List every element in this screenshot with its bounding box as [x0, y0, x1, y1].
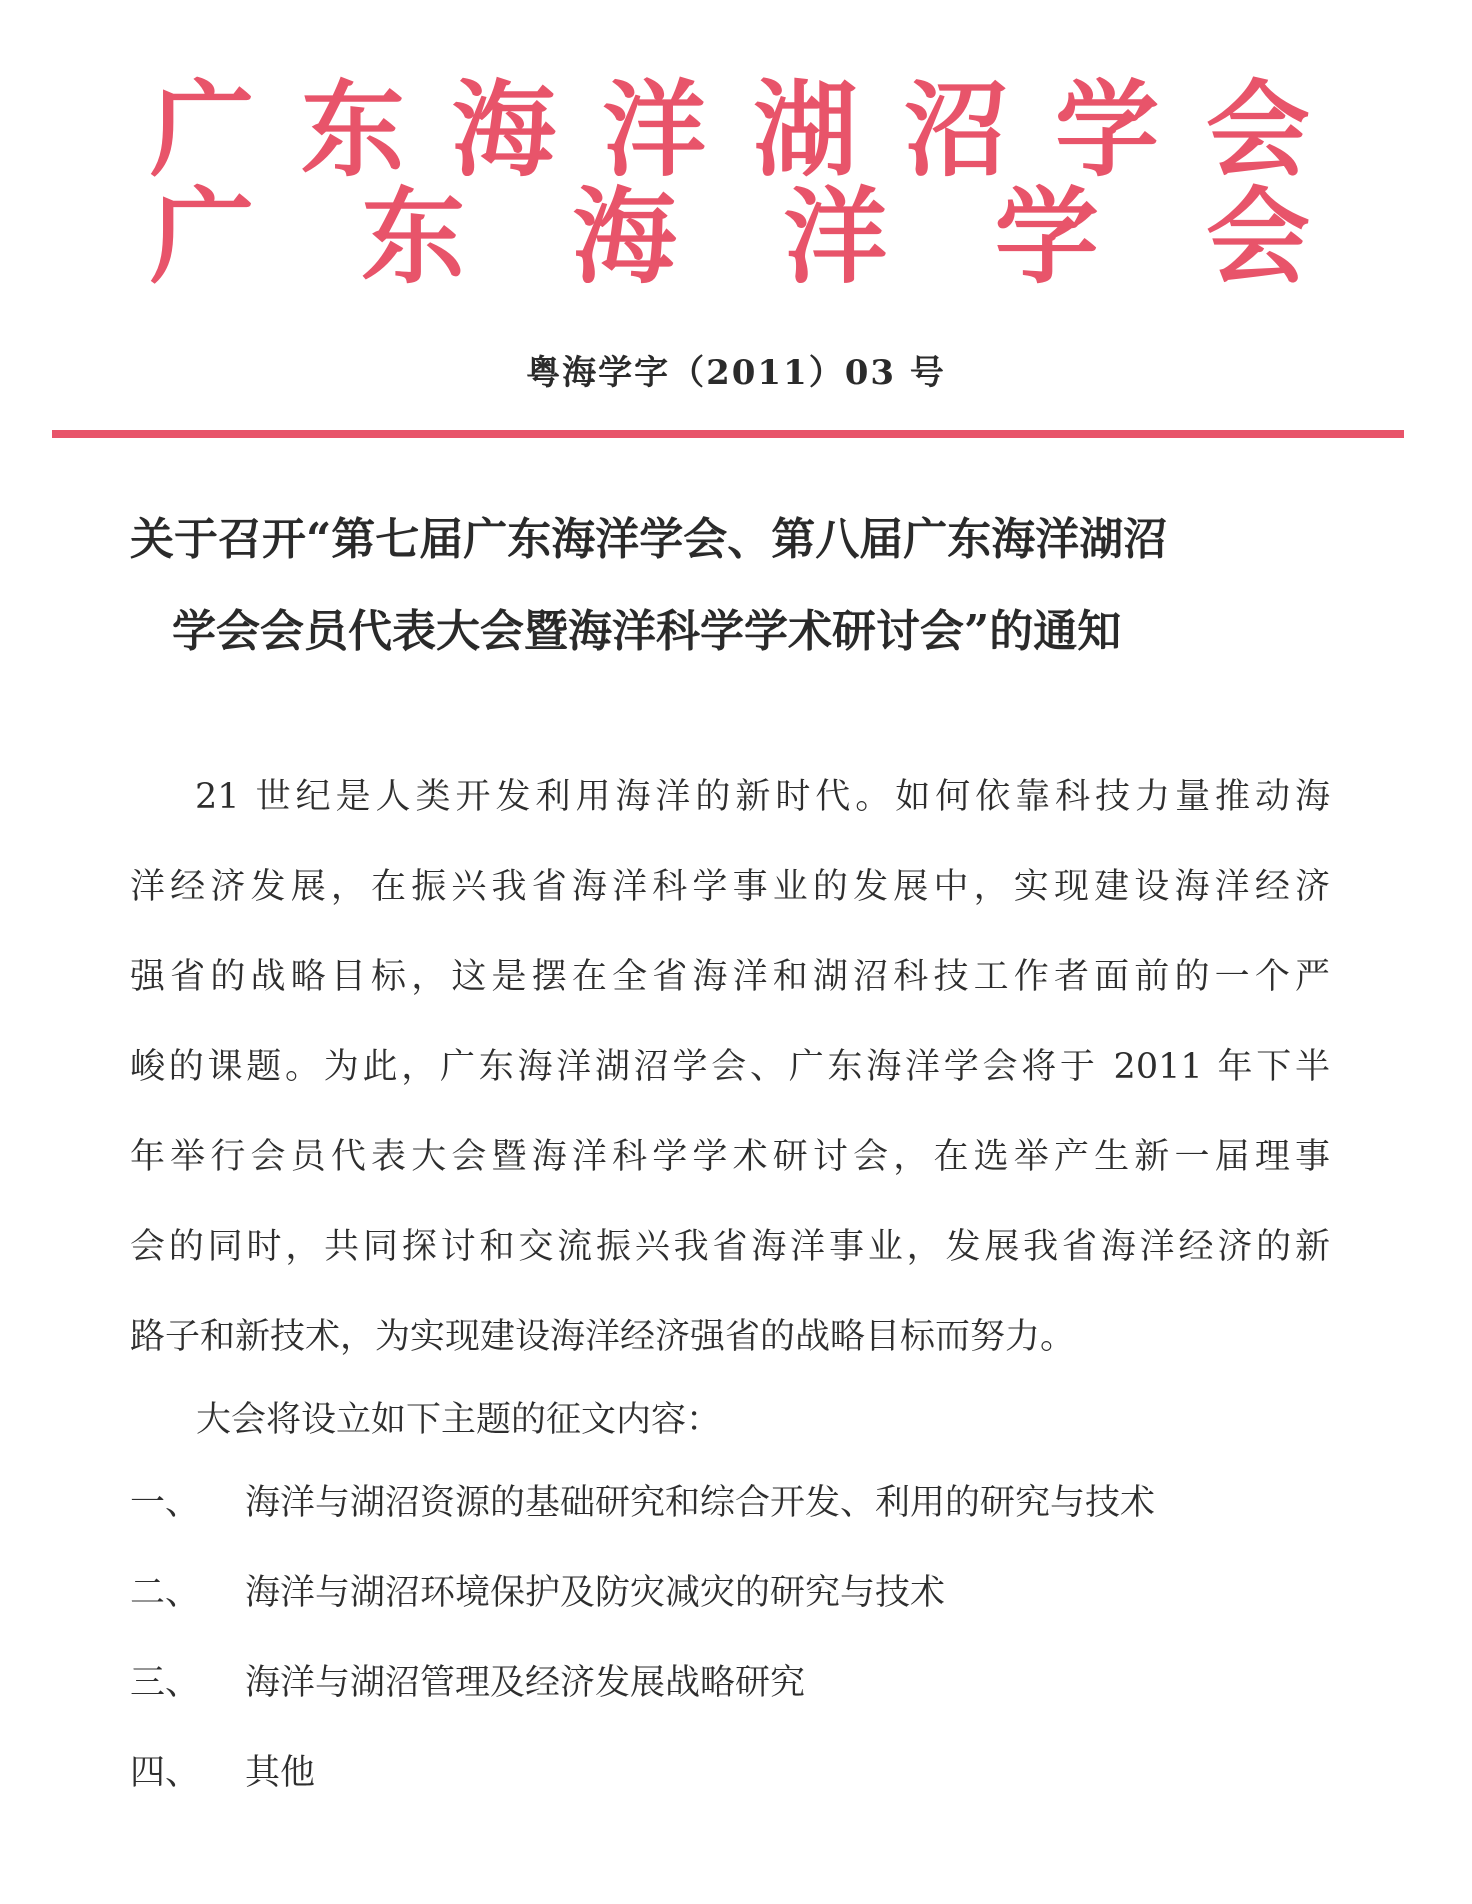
theme-item [130, 1478, 1155, 1528]
theme-item [130, 1748, 315, 1798]
letterhead-char: 学 [994, 175, 1099, 298]
theme-text: 海洋与湖沼环境保护及防灾减灾的研究与技术 [245, 1573, 946, 1613]
letterhead-char: 海 [572, 175, 677, 298]
letterhead-char: 会 [1205, 175, 1310, 298]
body-line: 会的同时，共同探讨和交流振兴我省海洋事业，发展我省海洋经济的新 [130, 1227, 1330, 1267]
theme-text: 海洋与湖沼管理及经济发展战略研究 [245, 1663, 806, 1703]
letterhead-char: 东 [300, 68, 405, 191]
theme-item [130, 1568, 945, 1618]
letterhead-char: 广 [150, 68, 255, 191]
theme-number: 三、 [130, 1663, 201, 1703]
letterhead-char: 洋 [602, 68, 707, 191]
themes-intro: 大会将设立如下主题的征文内容： [196, 1400, 722, 1440]
letterhead-org-name-1 [150, 68, 1310, 191]
body-line: 洋经济发展，在振兴我省海洋科学事业的发展中，实现建设海洋经济 [130, 867, 1330, 907]
theme-text: 海洋与湖沼资源的基础研究和综合开发、利用的研究与技术 [245, 1483, 1156, 1523]
letterhead-divider [52, 430, 1404, 438]
body-line: 21 世纪是人类开发利用海洋的新时代。如何依靠科技力量推动海 [195, 777, 1330, 817]
letterhead-char: 海 [451, 68, 556, 191]
theme-number: 一、 [130, 1483, 201, 1523]
theme-number: 四、 [130, 1753, 201, 1793]
document-number: 粤海学字（2011）03 号 [526, 353, 946, 393]
letterhead-char: 湖 [753, 68, 858, 191]
theme-item [130, 1658, 805, 1708]
body-paragraph [130, 752, 1330, 1382]
notice-title-line-2: 学会会员代表大会暨海洋科学学术研讨会”的通知 [172, 606, 1122, 657]
letterhead-org-name-2 [150, 175, 1310, 298]
body-line: 强省的战略目标，这是摆在全省海洋和湖沼科技工作者面前的一个严 [130, 957, 1330, 997]
letterhead-char: 广 [150, 175, 255, 298]
letterhead-char: 会 [1205, 68, 1310, 191]
body-line: 年举行会员代表大会暨海洋科学学术研讨会，在选举产生新一届理事 [130, 1137, 1330, 1177]
theme-text: 其他 [245, 1753, 316, 1793]
notice-title-line-1: 关于召开“第七届广东海洋学会、第八届广东海洋湖沼 [130, 514, 1168, 565]
theme-number: 二、 [130, 1573, 201, 1613]
letterhead-char: 东 [361, 175, 466, 298]
body-line: 路子和新技术，为实现建设海洋经济强省的战略目标而努力。 [130, 1317, 1076, 1357]
letterhead-char: 洋 [783, 175, 888, 298]
letterhead-char: 学 [1055, 68, 1160, 191]
letterhead-char: 沼 [904, 68, 1009, 191]
body-line: 峻的课题。为此，广东海洋湖沼学会、广东海洋学会将于 2011 年下半 [130, 1047, 1330, 1087]
